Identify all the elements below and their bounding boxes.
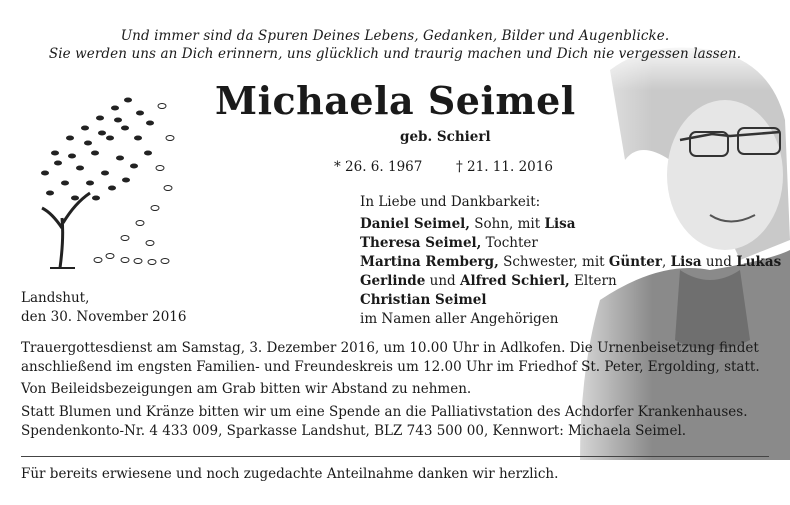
verse-line-1: Und immer sind da Spuren Deines Lebens, Gedanken, Bilder und Augenblicke. <box>120 28 670 44</box>
deceased-name: Michaela Seimel <box>215 78 576 123</box>
mourner-line-2 <box>360 233 538 253</box>
maiden-name: geb. Schierl <box>400 129 491 145</box>
mourner-relation: Tochter <box>481 235 538 251</box>
mourner-name: Daniel Seimel, <box>360 216 470 232</box>
thanks-line: Für bereits erwiesene und noch zugedachte Anteilnahme danken wir herzlich. <box>21 466 559 482</box>
place-city: Landshut, <box>21 290 90 306</box>
donation-paragraph-line-2: Spendenkonto-Nr. 4 433 009, Sparkasse Landshut, BLZ 743 500 00, Kennwort: Michaela Seimel. <box>21 423 687 439</box>
death-date: † 21. 11. 2016 <box>456 159 553 175</box>
birth-date: * 26. 6. 1967 <box>334 159 423 175</box>
separator: , <box>662 254 671 270</box>
mourner-line-3 <box>360 252 781 272</box>
mourner-name: Lukas <box>736 254 782 270</box>
service-paragraph-line-1: Trauergottesdienst am Samstag, 3. Dezember 2016, um 10.00 Uhr in Adlkofen. Die Urnenbeisetzung findet <box>21 340 759 356</box>
mourner-line-6: im Namen aller Angehörigen <box>360 311 559 327</box>
mourners-intro: In Liebe und Dankbarkeit: <box>360 194 541 210</box>
mourner-name: Christian Seimel <box>360 292 487 308</box>
mourner-line-1 <box>360 214 575 234</box>
verse-line-2: Sie werden uns an Dich erinnern, uns glücklich und traurig machen und Dich nie vergessen lassen. <box>48 46 742 62</box>
conjunction: und <box>425 273 460 289</box>
divider <box>21 456 769 457</box>
mourner-name: Theresa Seimel, <box>360 235 482 251</box>
mourner-line-5 <box>360 290 487 310</box>
tree-illustration <box>30 78 180 278</box>
mourner-relation: Sohn, mit <box>469 216 545 232</box>
mourner-name: Lisa <box>544 216 576 232</box>
condolence-note: Von Beileidsbezeigungen am Grab bitten wir Abstand zu nehmen. <box>21 381 472 397</box>
donation-paragraph-line-1: Statt Blumen und Kränze bitten wir um eine Spende an die Palliativstation des Achdorfer Krankenhauses. <box>21 404 748 420</box>
mourner-name: Lisa <box>670 254 702 270</box>
mourner-relation: Eltern <box>569 273 617 289</box>
mourner-name: Alfred Schierl, <box>459 273 570 289</box>
service-paragraph-line-2: anschließend im engsten Familien- und Freundeskreis um 12.00 Uhr im Friedhof St. Peter, Ergolding, statt. <box>21 359 760 375</box>
mourner-relation: Schwester, mit <box>498 254 609 270</box>
conjunction: und <box>701 254 737 270</box>
mourner-name: Gerlinde <box>360 273 426 289</box>
mourner-name: Martina Remberg, <box>360 254 499 270</box>
mourner-line-4 <box>360 271 617 291</box>
place-date: den 30. November 2016 <box>21 309 187 325</box>
mourner-name: Günter <box>608 254 662 270</box>
